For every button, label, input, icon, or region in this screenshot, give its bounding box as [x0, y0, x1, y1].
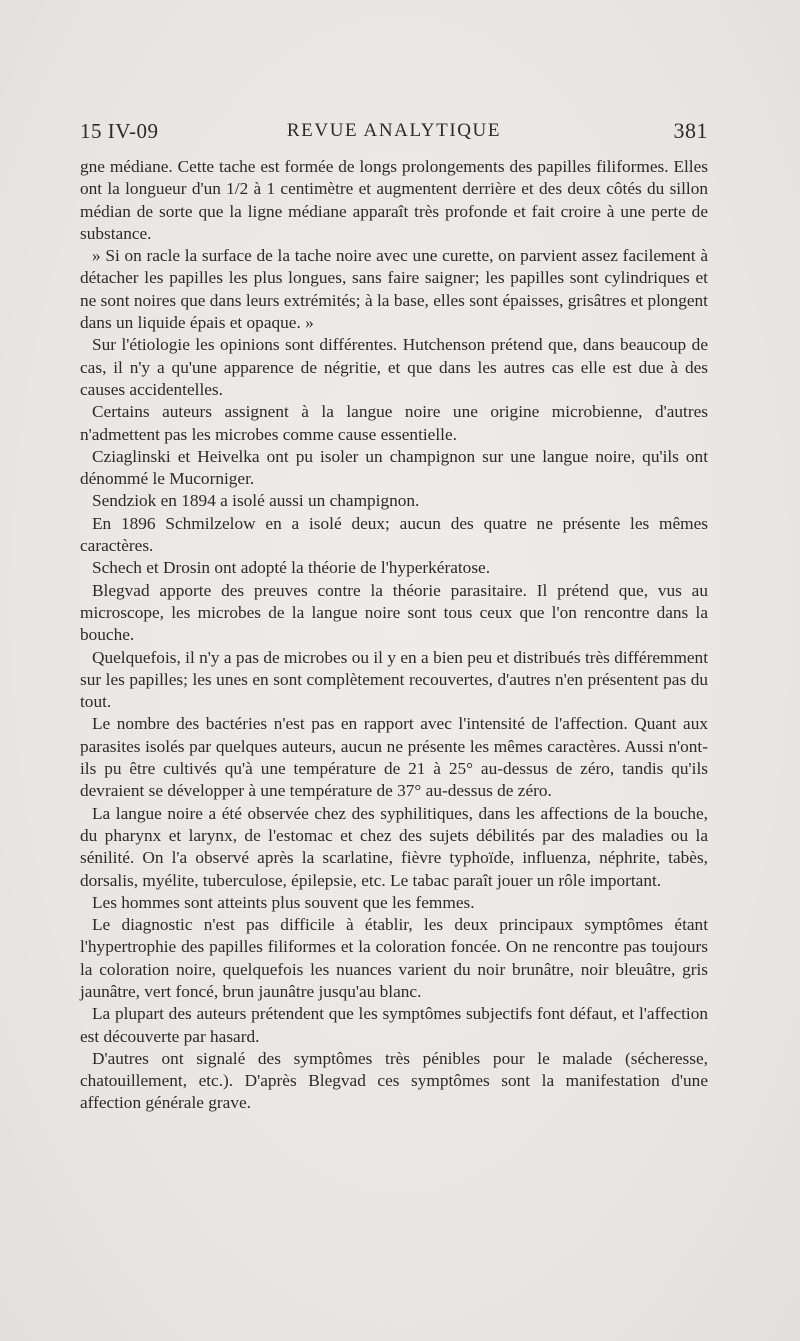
paragraph: Sur l'étiologie les opinions sont différentes. Hutchenson prétend que, dans beaucoup de cas, il n'y a qu'une apparence de négritie, et que dans les autres cas elle est due à des causes accidentelles.	[80, 335, 708, 399]
paragraph: Le nombre des bactéries n'est pas en rapport avec l'intensité de l'affection. Quant aux parasites isolés par quelques auteurs, aucun ne présente les mêmes caractères. Aussi n'ont-ils pu être cultivés qu'à une température de 21 à 25° au-dessus de zéro, tandis qu'ils devraient se développer à une température de 37° au-dessus de zéro.	[80, 714, 708, 801]
paragraph: Quelquefois, il n'y a pas de microbes ou il y en a bien peu et distribués très différemment sur les papilles; les unes en sont complètement recouvertes, d'autres n'en présentent pas du tout.	[80, 647, 708, 712]
header-date: 15 IV-09	[80, 119, 159, 143]
paragraph: D'autres ont signalé des symptômes très pénibles pour le malade (sécheresse, chatouillement, etc.). D'après Blegvad ces symptômes sont la manifestation d'une affection générale grave.	[80, 1048, 708, 1113]
paragraph: Schech et Drosin ont adopté la théorie de l'hyperkératose.	[92, 558, 491, 578]
paragraph: La langue noire a été observée chez des syphilitiques, dans les affections de la bouche, du pharynx et larynx, de l'estomac et chez des sujets débilités par des maladies ou la sénilité. On l'a observé après la scarlatine, fièvre typhoïde, influenza, néphrite, tabès, dorsalis, myélite, tuberculose, épilepsie, etc. Le tabac paraît jouer un rôle important.	[80, 803, 708, 890]
paragraph: Cziaglinski et Heivelka ont pu isoler un champignon sur une langue noire, qu'ils ont dénommé le Mucorniger.	[80, 446, 708, 489]
paragraph: gne médiane. Cette tache est formée de longs prolongements des papilles filiformes. Elles ont la longueur d'un 1/2 à 1 centimètre et augmentent derrière et des deux côtés du sillon médian de sorte que la ligne médiane apparaît très profonde et fait croire à une perte de substance.	[80, 157, 708, 243]
header-journal-title: REVUE ANALYTIQUE	[286, 120, 502, 141]
paragraph: Les hommes sont atteints plus souvent que les femmes.	[92, 892, 475, 912]
paragraph: Blegvad apporte des preuves contre la théorie parasitaire. Il prétend que, vus au microscope, les microbes de la langue noire sont tous ceux que l'on rencontre dans la bouche.	[80, 580, 708, 645]
paragraph: » Si on racle la surface de la tache noire avec une curette, on parvient assez facilement à détacher les papilles les plus longues, sans faire saigner; les papilles sont cylindriques et ne sont noires que dans leurs extrémités; à la base, elles sont épaisses, grisâtres et plongent dans un liquide épais et opaque. »	[80, 246, 708, 333]
paragraph: Sendziok en 1894 a isolé aussi un champignon.	[92, 491, 420, 511]
paragraph: Certains auteurs assignent à la langue noire une origine microbienne, d'autres n'admettent pas les microbes comme cause essentielle.	[80, 402, 708, 444]
paragraph: La plupart des auteurs prétendent que les symptômes subjectifs font défaut, et l'affection est découverte par hasard.	[80, 1004, 708, 1046]
paragraph: En 1896 Schmilzelow en a isolé deux; aucun des quatre ne présente les mêmes caractères.	[80, 513, 708, 556]
running-header	[80, 116, 708, 146]
page-number: 381	[673, 118, 708, 143]
paragraph: Le diagnostic n'est pas difficile à établir, les deux principaux symptômes étant l'hypertrophie des papilles filiformes et la coloration foncée. On ne rencontre pas toujours la coloration noire, quelquefois les nuances varient du noir brunâtre, noir bleuâtre, gris jaunâtre, vert foncé, brun jaunâtre jusqu'au blanc.	[80, 915, 708, 1001]
article-body	[80, 156, 708, 1115]
